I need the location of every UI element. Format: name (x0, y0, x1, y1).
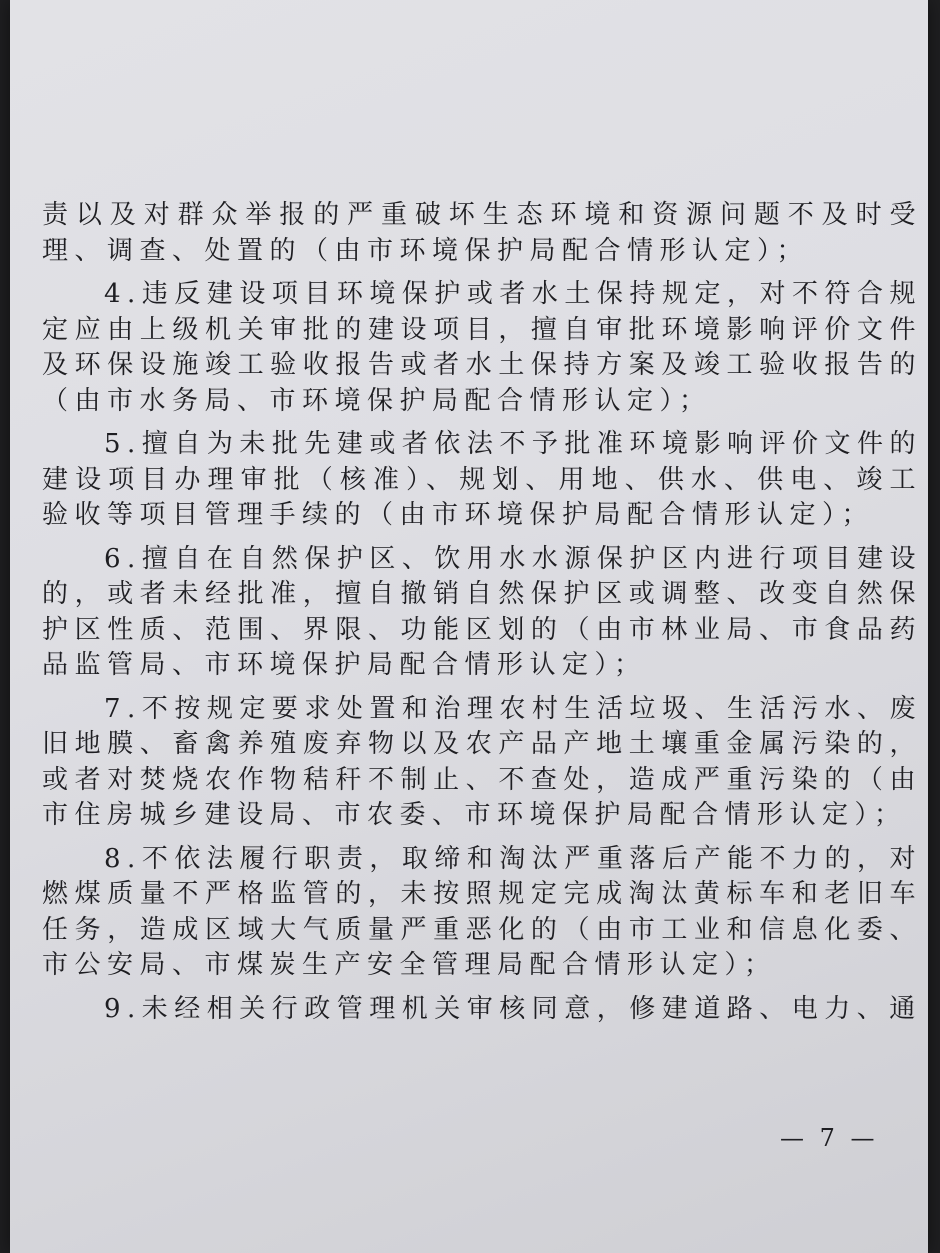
page-number: — 7 — (780, 1124, 879, 1152)
paragraph-item-6: 6.擅自在自然保护区、饮用水水源保护区内进行项目建设的，或者未经批准，擅自撤销自然保护区或调整、改变自然保护区性质、范围、界限、功能区划的（由市林业局、市食品药品监管局、市环境保护局配合情形认定）； (42, 543, 922, 680)
document-page (10, 0, 928, 1253)
paragraph-item-9: 9.未经相关行政管理机关审核同意，修建道路、电力、通 (104, 993, 922, 1024)
paragraph-item-4: 4.违反建设项目环境保护或者水土保持规定，对不符合规定应由上级机关审批的建设项目，擅自审批环境影响评价文件及环保设施竣工验收报告或者水土保持方案及竣工验收报告的（由市水务局、市环境保护局配合情形认定）； (42, 279, 922, 416)
paragraph-item-5: 5.擅自为未批先建或者依法不予批准环境影响评价文件的建设项目办理审批（核准）、规划、用地、供水、供电、竣工验收等项目管理手续的（由市环境保护局配合情形认定）； (42, 429, 922, 530)
paragraph-item-7: 7.不按规定要求处置和治理农村生活垃圾、生活污水、废旧地膜、畜禽养殖废弃物以及农产品产地土壤重金属污染的，或者对焚烧农作物秸秆不制止、不查处，造成严重污染的（由市住房城乡建设局、市农委、市环境保护局配合情形认定）； (42, 693, 922, 830)
document-body (42, 198, 922, 1035)
paragraph-item-8: 8.不依法履行职责，取缔和淘汰严重落后产能不力的，对燃煤质量不严格监管的，未按照规定完成淘汰黄标车和老旧车任务，造成区域大气质量严重恶化的（由市工业和信息化委、市公安局、市煤炭生产安全管理局配合情形认定）； (42, 843, 922, 980)
paragraph-continuation: 责以及对群众举报的严重破坏生态环境和资源问题不及时受理、调查、处置的（由市环境保护局配合情形认定）； (42, 200, 922, 266)
